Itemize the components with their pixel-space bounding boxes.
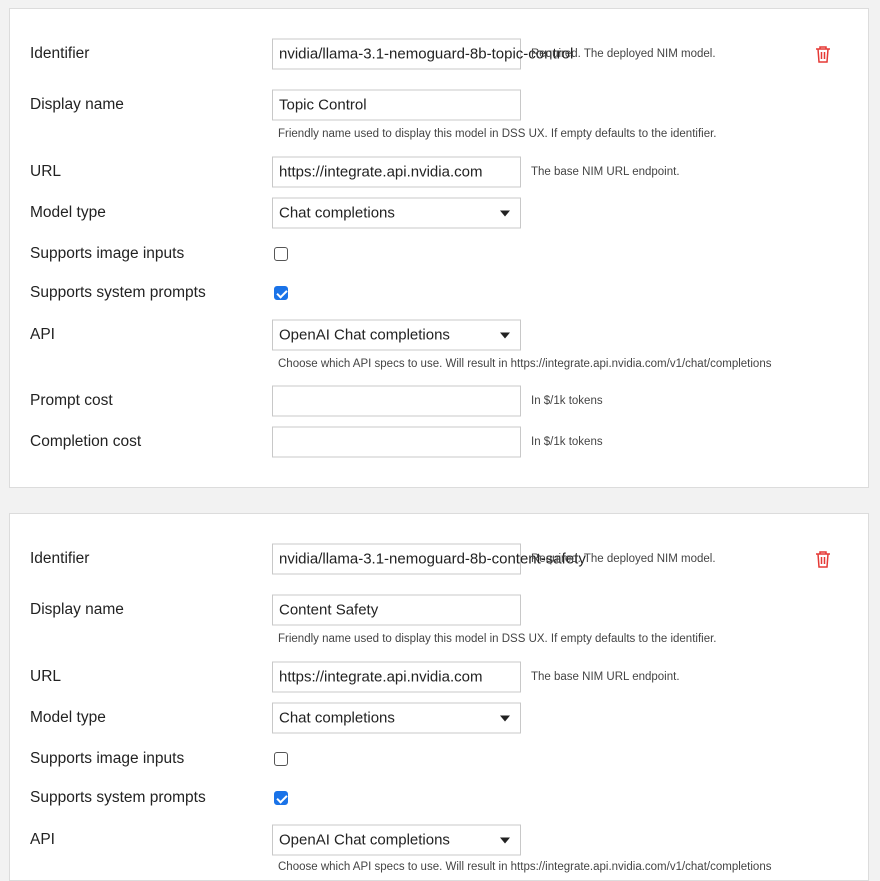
trash-icon[interactable]: [815, 45, 831, 63]
url-label: URL: [30, 163, 62, 180]
prompt-cost-help: In $/1k tokens: [531, 395, 603, 407]
display-name-help: Friendly name used to display this model in DSS UX. If empty defaults to the identifier.: [278, 633, 717, 645]
image-inputs-checkbox[interactable]: [274, 752, 288, 766]
display-name-help: Friendly name used to display this model in DSS UX. If empty defaults to the identifier.: [278, 128, 717, 140]
model-type-select[interactable]: Chat completions: [272, 703, 521, 734]
completion-cost-input[interactable]: [272, 427, 521, 458]
model-type-label: Model type: [30, 204, 106, 221]
url-help: The base NIM URL endpoint.: [531, 671, 680, 683]
model-card-1: [9, 8, 869, 488]
prompt-cost-label: Prompt cost: [30, 392, 113, 409]
url-help: The base NIM URL endpoint.: [531, 166, 680, 178]
api-select[interactable]: OpenAI Chat completions: [272, 320, 521, 351]
identifier-help: Required. The deployed NIM model.: [531, 553, 716, 565]
system-prompts-checkbox[interactable]: [274, 791, 288, 805]
identifier-label: Identifier: [30, 45, 90, 62]
display-name-label: Display name: [30, 96, 124, 113]
api-select[interactable]: OpenAI Chat completions: [272, 825, 521, 856]
model-card-2: [9, 513, 869, 881]
display-name-input[interactable]: Topic Control: [272, 90, 521, 121]
identifier-input[interactable]: nvidia/llama-3.1-nemoguard-8b-topic-control: [272, 39, 521, 70]
image-inputs-checkbox[interactable]: [274, 247, 288, 261]
completion-cost-help: In $/1k tokens: [531, 436, 603, 448]
api-help: Choose which API specs to use. Will result in https://integrate.api.nvidia.com/v1/chat/completions: [278, 358, 772, 370]
api-help: Choose which API specs to use. Will result in https://integrate.api.nvidia.com/v1/chat/completions: [278, 861, 772, 873]
api-label: API: [30, 326, 55, 343]
trash-icon[interactable]: [815, 550, 831, 568]
api-label: API: [30, 831, 55, 848]
url-input[interactable]: https://integrate.api.nvidia.com: [272, 662, 521, 693]
display-name-input[interactable]: Content Safety: [272, 595, 521, 626]
image-inputs-label: Supports image inputs: [30, 750, 185, 767]
identifier-help: Required. The deployed NIM model.: [531, 48, 716, 60]
model-type-select[interactable]: Chat completions: [272, 198, 521, 229]
url-label: URL: [30, 668, 62, 685]
image-inputs-label: Supports image inputs: [30, 245, 185, 262]
prompt-cost-input[interactable]: [272, 386, 521, 417]
display-name-label: Display name: [30, 601, 124, 618]
model-type-label: Model type: [30, 709, 106, 726]
system-prompts-label: Supports system prompts: [30, 284, 206, 301]
system-prompts-checkbox[interactable]: [274, 286, 288, 300]
url-input[interactable]: https://integrate.api.nvidia.com: [272, 157, 521, 188]
system-prompts-label: Supports system prompts: [30, 789, 206, 806]
identifier-label: Identifier: [30, 550, 90, 567]
completion-cost-label: Completion cost: [30, 433, 142, 450]
identifier-input[interactable]: nvidia/llama-3.1-nemoguard-8b-content-safety: [272, 544, 521, 575]
